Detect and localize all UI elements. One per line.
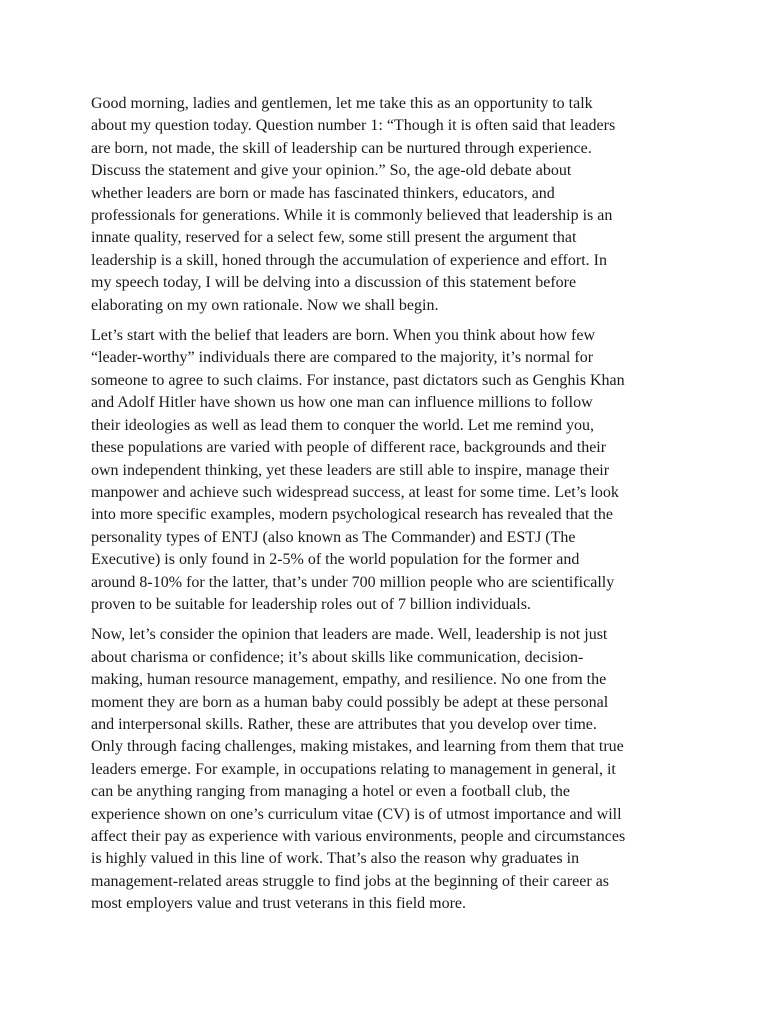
text-line: innate quality, reserved for a select few, some still present the argument that [91,229,577,247]
text-line: professionals for generations. While it is commonly believed that leadership is an [91,207,613,225]
text-line: about my question today. Question number 1: “Though it is often said that leaders [91,117,616,135]
text-line: their ideologies as well as lead them to conquer the world. Let me remind you, [91,416,594,434]
text-line: manpower and achieve such widespread success, at least for some time. Let’s look [91,483,619,501]
text-line: whether leaders are born or made has fascinated thinkers, educators, and [91,184,555,202]
text-line: “leader-worthy” individuals there are compared to the majority, it’s normal for [91,349,594,367]
text-line: own independent thinking, yet these leaders are still able to inspire, manage their [91,461,610,479]
text-line: about charisma or confidence; it’s about skills like communication, decision- [91,648,584,666]
text-line: Discuss the statement and give your opinion.” So, the age-old debate about [91,162,572,180]
text-line: is highly valued in this line of work. That’s also the reason why graduates in [91,850,580,868]
text-line: leadership is a skill, honed through the accumulation of experience and effort. In [91,251,607,269]
text-line: management-related areas struggle to find jobs at the beginning of their career as [91,872,610,890]
text-line: these populations are varied with people of different race, backgrounds and their [91,439,607,457]
paragraph-introduction [91,93,681,317]
text-line: Now, let’s consider the opinion that leaders are made. Well, leadership is not just [91,626,608,644]
text-line: are born, not made, the skill of leadership can be nurtured through experience. [91,139,592,157]
text-line: Executive) is only found in 2-5% of the world population for the former and [91,551,580,569]
paragraph-leaders-made [91,624,681,915]
text-line: affect their pay as experience with various environments, people and circumstances [91,828,626,845]
text-line: making, human resource management, empathy, and resilience. No one from the [91,671,607,689]
text-line: moment they are born as a human baby could possibly be adept at these personal [91,693,609,711]
text-line: can be anything ranging from managing a hotel or even a football club, the [91,783,570,801]
text-line: most employers value and trust veterans in this field more. [91,895,467,913]
text-line: Good morning, ladies and gentlemen, let me take this as an opportunity to talk [91,95,593,112]
text-line: proven to be suitable for leadership roles out of 7 billion individuals. [91,595,531,613]
text-line: leaders emerge. For example, in occupations relating to management in general, it [91,760,616,778]
text-line: into more specific examples, modern psychological research has revealed that the [91,506,614,524]
text-line: elaborating on my own rationale. Now we shall begin. [91,296,439,314]
text-line: my speech today, I will be delving into a discussion of this statement before [91,274,577,292]
text-line: experience shown on one’s curriculum vitae (CV) is of utmost importance and will [91,805,622,823]
text-line: Only through facing challenges, making mistakes, and learning from them that true [91,738,624,756]
text-line: around 8-10% for the latter, that’s under 700 million people who are scientifically [91,573,615,591]
text-line: Let’s start with the belief that leaders are born. When you think about how few [91,327,595,345]
text-line: and interpersonal skills. Rather, these are attributes that you develop over time. [91,715,597,733]
document-body [91,93,681,924]
text-line: someone to agree to such claims. For instance, past dictators such as Genghis Khan [91,371,625,389]
paragraph-leaders-born [91,325,681,616]
text-line: personality types of ENTJ (also known as The Commander) and ESTJ (The [91,528,576,546]
text-line: and Adolf Hitler have shown us how one man can influence millions to follow [91,394,593,412]
